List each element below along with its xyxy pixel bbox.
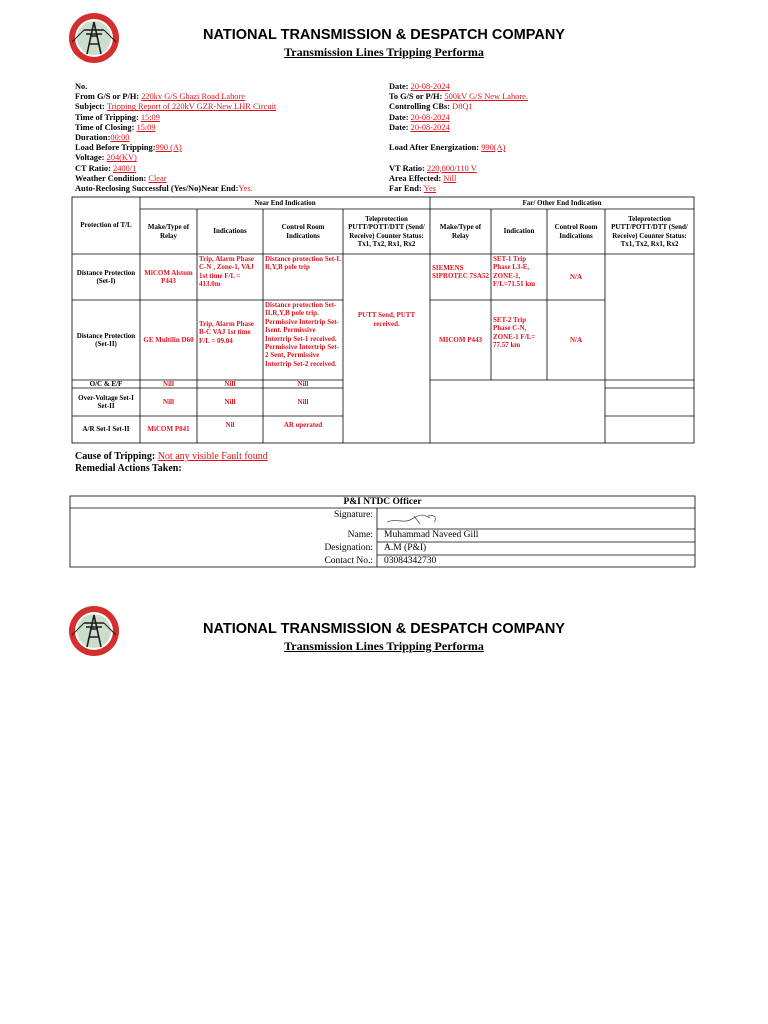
field-label: Subject:: [75, 102, 107, 112]
row-ar-protection: A/R Set-I Set-II: [82, 425, 130, 434]
header-teleprotection: Teleprotection PUTT/POTT/DTT (Send/ Receive) Counter Status: Tx1, Tx2, Rx1, Rx2: [348, 214, 425, 248]
designation-label: Designation:: [324, 543, 373, 553]
field-label: Time of Tripping:: [75, 112, 141, 122]
field-label: From G/S or P/H:: [75, 92, 142, 102]
field-label: Date:: [389, 112, 411, 122]
field-value: 15:09: [140, 112, 160, 122]
company-name: NATIONAL TRANSMISSION & DESPATCH COMPANY: [203, 27, 565, 43]
field-value: Yes.: [238, 183, 253, 193]
row-oc-indications: Nill: [224, 379, 236, 388]
row-ar-relay: MiCOM P841: [147, 425, 190, 434]
row-dist1-far-control: N/A: [569, 272, 583, 281]
contact-value: 03084342730: [384, 556, 437, 566]
header-indications: Indications: [213, 227, 247, 236]
field-value: 220,000/110 V: [427, 163, 477, 173]
officer-title: P&I NTDC Officer: [343, 497, 422, 507]
near-end-title: Near End Indication: [254, 198, 316, 207]
far-end-title: Far/ Other End Indication: [522, 198, 602, 207]
field-label: VT Ratio:: [389, 163, 427, 173]
row-dist2-relay: GE Multilin D60: [143, 335, 194, 344]
field-label: Time of Closing:: [75, 122, 137, 132]
row-oc-relay: Nill: [163, 379, 174, 388]
row-ar-control-room: AR operated: [283, 421, 323, 430]
header-make-type: Make/Type of Relay: [147, 223, 190, 240]
teleprotection-value: PUTT Send, PUTT received.: [357, 311, 416, 328]
header-far-control-room: Control Room Indications: [554, 223, 598, 240]
field-label: Auto-Reclosing Successful (Yes/No)Near End:: [75, 183, 239, 193]
field-label: Load After Energization:: [389, 143, 482, 153]
field-label: Date:: [389, 82, 411, 91]
row-dist1-far-indication: SET-1 Trip Phase L3-E, ZONE-1, F/L=71.51 km: [493, 255, 536, 289]
row-ov-relay: Nill: [163, 397, 174, 406]
cause-value: Not any visible Fault found: [157, 451, 268, 462]
row-dist1-relay: MiCOM Alstom P443: [144, 268, 193, 285]
signature-image: [384, 510, 444, 528]
row-oc-control-room: Nill: [297, 379, 309, 388]
field-label: Controlling CBs:: [389, 102, 453, 112]
field-value: Yes: [423, 183, 436, 193]
row-dist1-indications: Trip, Alarm Phase C-N , Zone-1, VAJ 1st time F/L = 413.0m: [199, 255, 254, 289]
contact-label: Contact No.:: [324, 556, 373, 566]
field-value: 20-08-2024: [410, 82, 450, 91]
header-far-indication: Indication: [503, 227, 535, 236]
header-far-teleprotection: Teleprotection PUTT/POTT/DTT (Send/ Receive) Counter Status: Tx1, Tx2, Rx1, Rx2: [611, 214, 688, 248]
row-ov-indications: Nill: [224, 397, 236, 406]
field-value: 500kV G/S New Lahore.: [444, 92, 528, 102]
row-dist2-protection: Distance Protection (Set-II): [76, 331, 136, 348]
field-label: Far End:: [389, 183, 424, 193]
field-label: No.: [75, 82, 88, 91]
row-dist2-far-control: N/A: [569, 335, 583, 344]
field-value: 990(A): [481, 143, 506, 153]
form-title: Transmission Lines Tripping Performa: [284, 45, 484, 59]
signature-label: Signature:: [333, 510, 373, 520]
row-dist2-indications: Trip, Alarm Phase B-C VAJ 1st time F/L = 09.04: [199, 320, 254, 345]
field-label: Date:: [389, 122, 411, 132]
name-value: Muhammad Naveed Gill: [384, 530, 479, 540]
field-label: Duration:: [75, 132, 111, 142]
field-label: Weather Condition:: [75, 173, 149, 183]
row-ov-protection: Over-Voltage Set-I Set-II: [78, 393, 134, 410]
designation-value: A.M (P&I): [384, 543, 427, 553]
field-value: 20-08-2024: [410, 122, 450, 132]
cause-of-tripping: [75, 451, 268, 462]
field-label: Voltage:: [75, 153, 107, 163]
header-control-room: Control Room Indications: [281, 223, 325, 240]
cause-label: Cause of Tripping:: [75, 451, 158, 462]
field-value: Clear: [148, 173, 167, 183]
field-value: 20-08-2024: [410, 112, 450, 122]
field-value: D8Q1: [452, 102, 473, 112]
field-value: 2400/1: [113, 163, 137, 173]
field-value: 990 (A): [155, 143, 182, 153]
remedial-actions-label: Remedial Actions Taken:: [75, 463, 182, 474]
field-value: Nill: [443, 173, 457, 183]
field-value: 220kv G/S Ghazi Road Lahore: [141, 92, 245, 102]
field-value: 204(KV): [106, 153, 137, 163]
row-ar-indications: Nil: [225, 421, 235, 430]
row-dist1-protection: Distance Protection (Set-I): [76, 268, 136, 285]
field-label: CT Ratio:: [75, 163, 113, 173]
row-ov-control-room: Nill: [297, 397, 309, 406]
field-value: 00:00: [110, 132, 130, 142]
row-dist2-far-indication: SET-2 Trip Phase C-N, ZONE-1 F/L= 77.57 km: [493, 316, 536, 350]
field-value: Tripping Report of 220kV GZR-New LHR Circuit: [106, 102, 277, 112]
name-label: Name:: [347, 530, 373, 540]
row-dist2-far-relay: MICOM P443: [439, 335, 482, 344]
field-label: To G/S or P/H:: [389, 92, 445, 102]
row-oc-protection: O/C & E/F: [89, 379, 123, 388]
header-far-make-type: Make/Type of Relay: [439, 223, 482, 240]
form-title-page2: Transmission Lines Tripping Performa: [284, 639, 484, 653]
field-value: 15:09: [136, 122, 156, 132]
field-label: Area Effected:: [389, 173, 444, 183]
company-name-page2: NATIONAL TRANSMISSION & DESPATCH COMPANY: [203, 621, 565, 637]
row-dist1-far-relay: SIEMENS SIPROTEC 7SA52: [432, 264, 489, 281]
row-dist1-control-room: Distance protection Set-I. R,Y,B pole trip: [265, 255, 341, 272]
field-label: Load Before Tripping:: [75, 143, 156, 153]
header-protection: Protection of T/L: [80, 221, 132, 230]
row-dist2-control-room: Distance protection Set-II.R,Y,B pole trip. Permissive Intertrip Set-Isent. Permissive Intertrip Set-1 received. Permissive Intertrip Set-2 Sent, Permissive Intertrip Set-2 received.: [265, 301, 339, 368]
